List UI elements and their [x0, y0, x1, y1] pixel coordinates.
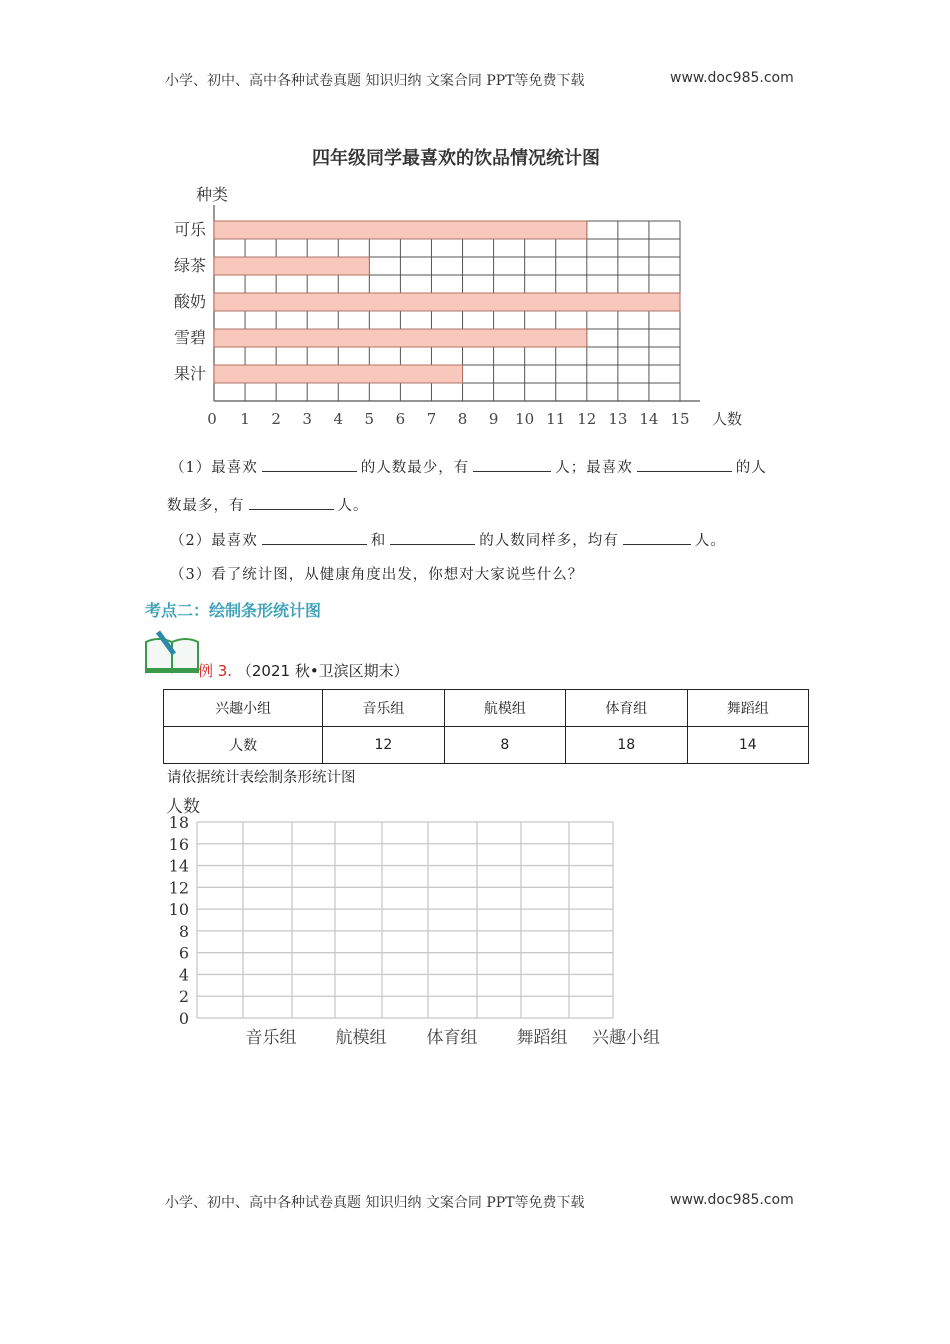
category-label: 航模组 — [335, 1028, 387, 1048]
drink-bar-chart — [0, 0, 950, 440]
category-label: 酸奶 — [173, 292, 207, 311]
table-cell: 18 — [566, 727, 687, 764]
q2-text: 人。 — [694, 533, 726, 549]
q1-text: （1）最喜欢 — [170, 460, 258, 476]
x-tick-label: 14 — [639, 410, 659, 428]
x-tick-label: 6 — [395, 410, 406, 428]
answer-blank[interactable] — [249, 495, 334, 510]
category-label: 可乐 — [173, 220, 207, 239]
q1-text: 数最多，有 — [167, 498, 245, 514]
y-tick-label: 4 — [178, 965, 189, 985]
answer-blank[interactable] — [262, 530, 367, 545]
y-tick-label: 6 — [178, 943, 189, 963]
example-source: （2021 秋•卫滨区期末） — [236, 662, 409, 680]
chart-title: 四年级同学最喜欢的饮品情况统计图 — [312, 148, 600, 169]
footer-link[interactable]: www.doc985.com — [670, 1192, 794, 1208]
table-cell: 14 — [687, 727, 808, 764]
table-cell: 舞蹈组 — [687, 690, 808, 727]
table-cell: 8 — [444, 727, 565, 764]
table-header-row — [164, 690, 809, 727]
x-tick-label: 3 — [302, 410, 312, 428]
q1-text: 的人 — [735, 460, 767, 476]
x-tick-label: 11 — [546, 410, 566, 428]
y-tick-label: 14 — [168, 856, 189, 876]
header-link[interactable]: www.doc985.com — [670, 70, 794, 86]
question-2 — [170, 529, 726, 550]
category-label: 果汁 — [173, 364, 207, 383]
q2-text: （2）最喜欢 — [170, 533, 258, 549]
x-tick-label: 12 — [577, 410, 597, 428]
x-axis-label: 人数 — [712, 410, 743, 428]
section-title: 考点二：绘制条形统计图 — [145, 601, 322, 620]
question-1-line1 — [170, 456, 767, 477]
answer-blank[interactable] — [262, 457, 357, 472]
x-tick-label: 4 — [333, 410, 344, 428]
table-cell: 兴趣小组 — [164, 690, 323, 727]
bar-3 — [214, 329, 587, 347]
y-tick-label: 10 — [168, 900, 189, 920]
q1-text: 的人数最少，有 — [360, 460, 470, 476]
x-tick-label: 10 — [515, 410, 535, 428]
x-tick-label: 5 — [364, 410, 375, 428]
x-tick-label: 7 — [426, 410, 437, 428]
y-axis-label: 人数 — [166, 797, 200, 817]
q1-text: 人；最喜欢 — [555, 460, 633, 476]
y-axis-label: 种类 — [196, 185, 229, 204]
table-cell: 12 — [323, 727, 444, 764]
table-cell: 体育组 — [566, 690, 687, 727]
table-cell: 音乐组 — [323, 690, 444, 727]
bar-4 — [214, 365, 463, 383]
x-tick-label: 1 — [240, 410, 250, 428]
bar-2 — [214, 293, 680, 311]
table-row — [164, 727, 809, 764]
bar-0 — [214, 221, 587, 239]
instruction: 请依据统计表绘制条形统计图 — [167, 770, 356, 786]
x-tick-label: 15 — [670, 410, 690, 428]
x-tick-label: 8 — [457, 410, 468, 428]
category-label: 舞蹈组 — [516, 1028, 568, 1048]
answer-blank[interactable] — [623, 530, 691, 545]
answer-blank[interactable] — [637, 457, 732, 472]
table-cell: 航模组 — [444, 690, 565, 727]
question-1-line2 — [167, 494, 369, 515]
footer-text: 小学、初中、高中各种试卷真题 知识归纳 文案合同 PPT等免费下载 — [165, 1195, 585, 1211]
y-tick-label: 12 — [168, 878, 189, 898]
blank-bar-chart[interactable] — [0, 790, 950, 1060]
answer-blank[interactable] — [473, 457, 551, 472]
y-tick-label: 18 — [168, 813, 189, 832]
category-label: 音乐组 — [245, 1028, 297, 1048]
category-label: 雪碧 — [173, 328, 207, 347]
category-label: 绿茶 — [173, 256, 207, 275]
q1-text: 人。 — [337, 498, 369, 514]
x-tick-label: 13 — [608, 410, 628, 428]
y-tick-label: 16 — [168, 834, 189, 854]
y-tick-label: 0 — [178, 1009, 189, 1028]
table-cell: 人数 — [164, 727, 323, 764]
example-heading — [198, 660, 409, 681]
x-tick-label: 0 — [207, 410, 217, 428]
bar-1 — [214, 257, 369, 275]
answer-blank[interactable] — [390, 530, 475, 545]
example-label: 例 3. — [198, 662, 233, 680]
book-pencil-icon — [144, 628, 202, 674]
question-3: （3）看了统计图，从健康角度出发，你想对大家说些什么？ — [170, 567, 584, 583]
header-text: 小学、初中、高中各种试卷真题 知识归纳 文案合同 PPT等免费下载 — [165, 73, 585, 89]
x-tick-label: 9 — [488, 410, 499, 428]
y-tick-label: 2 — [178, 987, 189, 1007]
x-axis-label: 兴趣小组 — [592, 1028, 660, 1048]
q2-text: 和 — [370, 533, 387, 549]
category-label: 体育组 — [426, 1028, 478, 1048]
y-tick-label: 8 — [178, 921, 189, 941]
q2-text: 的人数同样多，均有 — [479, 533, 619, 549]
data-table — [163, 689, 809, 764]
x-tick-label: 2 — [271, 410, 281, 428]
